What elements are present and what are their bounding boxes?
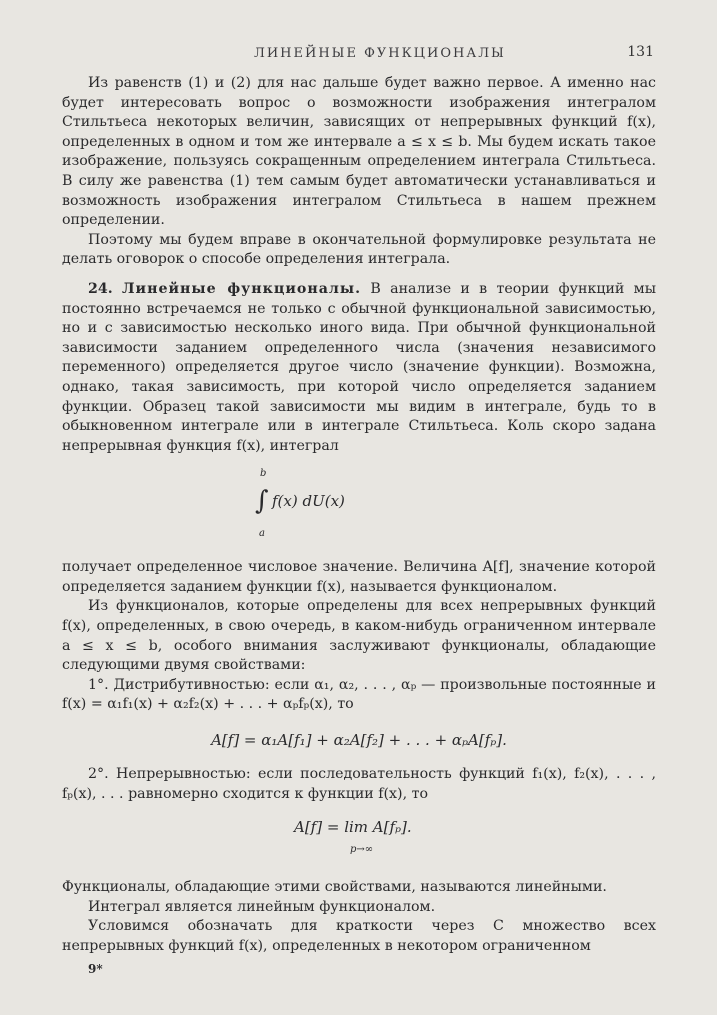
printer-signature: 9* [88,962,103,976]
paragraph-text: В анализе и в теории функций мы постоянно встречаемся не только с обычной функциональной зависимостью, но и с зависимостью несколько иного вида. При обычной функциональной зависимости заданием определенного числа (значения независимого переменного) определяется другое число (значение функции). Возможна, однако, такая зависимость, при которой число определяется заданием функции. Образец такой зависимости мы видим в интеграле, будь то в обыкновенном интеграле или в интеграле Стильтьеса. Коль скоро задана непрерывная функция f(x), интеграл [62,280,656,454]
page-number: 131 [627,44,654,60]
paragraph: Условимся обозначать для краткости через C множество всех непрерывных функций f(x), определенных в некотором ограниченном [62,918,656,954]
section-number: 24. [88,280,113,297]
paragraph: Из равенств (1) и (2) для нас дальше будет важно первое. А именно нас будет интересовать вопрос о возможности изображения интегралом Стильтьеса некоторых величин, зависящих от непрерывных функций f(x), определенных в одном и том же интервале a ≤ x ≤ b. Мы будем искать такое изображение, пользуясь сокращенным определением интеграла Стильтьеса. В силу же равенства (1) тем самым будет автоматически устанавливаться и возможность изображения интегралом Стильтьеса в нашем прежнем определении. [62,75,656,229]
paragraph: 1°. Дистрибутивностью: если α₁, α₂, . . . , αₚ — произвольные постоянные и f(x) = α₁f₁(x) + α₂f₂(x) + . . . + αₚfₚ(x), то [62,676,656,713]
integral-expression: f(x) dU(x) [272,492,345,511]
integral-upper-limit: b [260,468,267,480]
limit-expression: A[f] = lim A[fₚ]. [294,818,412,837]
paragraph: 2°. Непрерывностью: если последовательность функций f₁(x), f₂(x), . . . , fₚ(x), . . . равномерно сходится к функции f(x), то [62,766,656,802]
integral-lower-limit: a [259,528,265,540]
paragraph: Поэтому мы будем вправе в окончательной формулировке результата не делать оговорок о способе определения интеграла. [62,231,656,268]
integral-formula [62,460,656,556]
section-title: Линейные функционалы. [122,280,362,297]
limit-formula [62,812,656,870]
paragraph: получает определенное числовое значение. Величина A[f], значение которой определяется заданием функции f(x), называется функционалом. [62,559,656,595]
running-title: ЛИНЕЙНЫЕ ФУНКЦИОНАЛЫ [254,46,506,61]
integral-sign: ∫ [255,486,269,517]
section-paragraph [62,280,656,456]
distributive-formula: A[f] = α₁A[f₁] + α₂A[f₂] + . . . + αₚA[fₚ]. [211,731,507,750]
paragraph: Интеграл является линейным функционалом. [88,898,436,915]
page-body [62,74,656,957]
paragraph: Из функционалов, которые определены для всех непрерывных функций f(x), определенных, в свою очередь, в каком-нибудь ограниченном интервале a ≤ x ≤ b, особого внимания заслуживают функционалы, обладающие следующими двумя свойствами: [62,598,656,674]
limit-subscript: p→∞ [350,844,374,856]
paragraph: Функционалы, обладающие этими свойствами, называются линейными. [62,879,607,896]
page-header [88,44,654,66]
